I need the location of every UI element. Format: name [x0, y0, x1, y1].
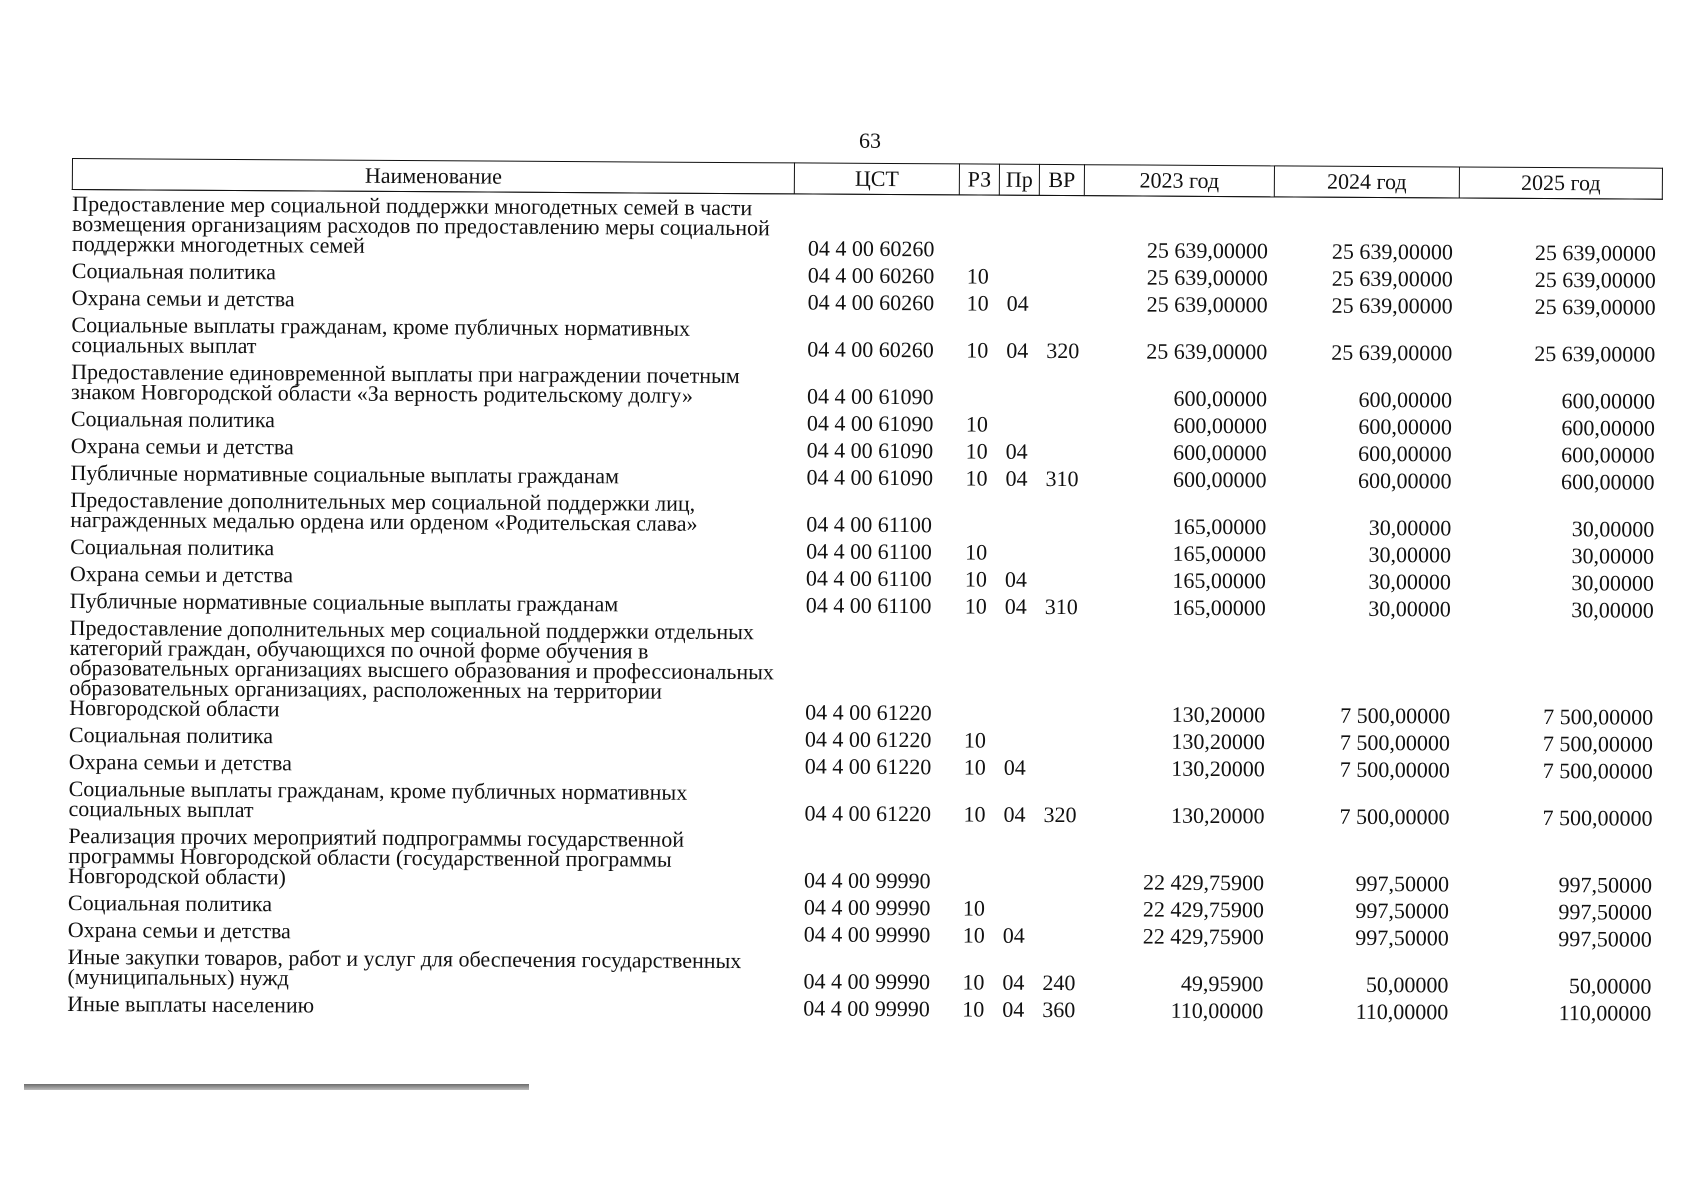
row-vr: 240 [1042, 969, 1076, 996]
row-rz: 10 [963, 727, 987, 753]
row-name: Предоставление единовременной выплаты при награждении почетным знаком Новгородской области «За верность родительскому долгу» [70, 358, 740, 408]
row-2025: 997,50000 [1558, 899, 1652, 925]
row-pr [996, 620, 1037, 727]
row-pr [997, 539, 1037, 566]
row-vr [1037, 492, 1082, 539]
row-pr [995, 895, 1035, 922]
row-2023: 165,00000 [1172, 540, 1267, 567]
row-2024: 30,00000 [1368, 595, 1451, 622]
row-name: Охрана семьи и детства [67, 916, 291, 944]
row-pr [997, 492, 1037, 539]
row-vr [1039, 195, 1084, 263]
row-vr [1035, 828, 1080, 895]
header-cst: ЦСТ [794, 163, 959, 195]
row-cst: 04 4 00 61100 [805, 592, 932, 619]
row-2023: 130,20000 [1171, 701, 1266, 728]
header-pr: Пр [999, 164, 1039, 195]
row-2023: 130,20000 [1170, 802, 1265, 829]
row-2024: 7 500,00000 [1340, 702, 1451, 729]
row-vr: 310 [1045, 465, 1079, 492]
row-rz: 10 [965, 539, 988, 565]
row-2024: 50,00000 [1365, 971, 1449, 998]
row-rz [955, 827, 995, 894]
row-name: Социальная политика [67, 889, 273, 917]
row-2025: 7 500,00000 [1542, 804, 1653, 831]
row-rz: 10 [965, 438, 988, 464]
row-vr [1038, 364, 1083, 411]
row-rz: 10 [962, 922, 985, 948]
row-name: Публичные нормативные социальные выплаты гражданам [70, 459, 620, 489]
row-vr [1039, 290, 1084, 317]
row-pr: 04 [1003, 801, 1026, 827]
row-2024: 25 639,00000 [1331, 292, 1453, 319]
row-name: Социальная политика [68, 721, 274, 749]
row-rz: 10 [966, 263, 989, 289]
row-rz: 10 [962, 895, 986, 921]
row-rz: 10 [966, 290, 989, 316]
page-number: 63 [859, 128, 881, 153]
row-name: Предоставление мер социальной поддержки многодетных семей в части возмещения организациям расходов по предоставлению меры социальной поддержки многодетных семей [71, 191, 770, 258]
row-name: Публичные нормативные социальные выплаты гражданам [69, 587, 619, 617]
row-name: Предоставление дополнительных мер социальной поддержки лиц, награжденных медалью ордена или орденом «Родительская слава» [70, 486, 698, 536]
row-cst: 04 4 00 99990 [803, 995, 930, 1022]
row-2025: 25 639,00000 [1534, 293, 1656, 320]
row-rz [956, 619, 997, 726]
row-vr [1035, 895, 1080, 922]
row-2025: 7 500,00000 [1543, 703, 1654, 730]
row-2025: 30,00000 [1571, 597, 1654, 623]
row-2023: 165,00000 [1172, 567, 1267, 594]
row-name: Социальная политика [71, 258, 276, 285]
row-name: Охрана семьи и детства [71, 285, 295, 312]
row-cst: 04 4 00 61220 [804, 753, 932, 780]
row-pr: 04 [1004, 566, 1028, 592]
row-2025: 30,00000 [1571, 570, 1655, 596]
row-2025: 30,00000 [1571, 516, 1655, 542]
row-2023: 49,95900 [1180, 970, 1264, 997]
row-2023: 130,20000 [1171, 755, 1265, 782]
row-2025: 600,00000 [1561, 442, 1655, 468]
row-name: Охрана семьи и детства [69, 560, 294, 588]
row-cst: 04 4 00 60260 [807, 336, 934, 363]
row-name: Социальные выплаты гражданам, кроме публичных нормативных социальных выплат [68, 775, 688, 823]
row-cst: 04 4 00 99990 [804, 867, 931, 894]
row-cst: 04 4 00 60260 [807, 262, 935, 289]
row-2023: 600,00000 [1173, 439, 1267, 466]
row-2025: 50,00000 [1568, 973, 1652, 999]
header-2025: 2025 год [1459, 167, 1662, 199]
row-pr [995, 828, 1035, 895]
row-2024: 30,00000 [1368, 514, 1452, 541]
row-cst: 04 4 00 61090 [806, 383, 934, 410]
row-pr [999, 263, 1039, 290]
row-cst: 04 4 00 61090 [806, 410, 934, 437]
row-2024: 25 639,00000 [1331, 265, 1453, 292]
table-row [68, 822, 1658, 899]
row-rz: 10 [965, 411, 988, 437]
row-2024: 997,50000 [1355, 897, 1450, 924]
row-vr: 320 [1043, 801, 1077, 828]
row-vr [1038, 411, 1083, 438]
row-rz: 10 [966, 337, 989, 363]
row-rz: 10 [962, 969, 985, 995]
row-2024: 110,00000 [1355, 998, 1449, 1025]
row-pr: 04 [1005, 465, 1028, 491]
row-2025: 110,00000 [1558, 1000, 1652, 1026]
row-rz [957, 491, 997, 538]
row-vr: 320 [1046, 337, 1080, 364]
row-cst: 04 4 00 60260 [807, 235, 935, 262]
row-pr: 04 [1005, 438, 1028, 464]
row-cst: 04 4 00 61220 [804, 726, 932, 753]
row-2025: 600,00000 [1560, 469, 1655, 495]
row-rz: 10 [963, 754, 986, 780]
row-pr [998, 411, 1038, 438]
budget-document [67, 158, 1662, 1027]
row-cst: 04 4 00 99990 [803, 968, 931, 995]
row-2024: 30,00000 [1368, 568, 1452, 595]
row-vr [1037, 566, 1082, 593]
row-cst: 04 4 00 61090 [806, 437, 934, 464]
row-2023: 22 429,75900 [1142, 896, 1265, 923]
budget-table [67, 158, 1663, 1027]
row-pr: 04 [1003, 754, 1026, 780]
row-2025: 600,00000 [1561, 415, 1655, 441]
row-2025: 997,50000 [1558, 872, 1653, 898]
row-2023: 22 429,75900 [1143, 869, 1265, 896]
row-2023: 22 429,75900 [1142, 923, 1264, 950]
row-cst: 04 4 00 60260 [807, 289, 935, 316]
row-name: Социальная политика [70, 533, 275, 561]
row-vr [1036, 754, 1081, 781]
row-name: Охрана семьи и детства [70, 432, 294, 460]
row-2025: 7 500,00000 [1542, 757, 1653, 784]
header-rz: РЗ [959, 164, 999, 195]
row-pr: 04 [1006, 290, 1029, 316]
row-2023: 130,20000 [1171, 728, 1266, 755]
row-2024: 25 639,00000 [1331, 339, 1453, 366]
row-pr: 04 [1002, 922, 1025, 948]
header-2024: 2024 год [1274, 166, 1459, 198]
row-2025: 600,00000 [1561, 388, 1656, 414]
row-2023: 25 639,00000 [1146, 291, 1268, 318]
row-vr [1037, 539, 1082, 566]
row-rz: 10 [962, 996, 985, 1022]
row-name: Иные выплаты населению [67, 990, 315, 1018]
header-vr: ВР [1039, 164, 1084, 195]
row-cst: 04 4 00 61100 [806, 538, 932, 565]
table-row [69, 614, 1660, 731]
row-2024: 600,00000 [1358, 440, 1452, 467]
row-cst: 04 4 00 99990 [803, 894, 931, 921]
row-2023: 110,00000 [1170, 997, 1264, 1024]
row-name: Иные закупки товаров, работ и услуг для обеспечения государственных (муниципальных) нужд [67, 943, 742, 991]
row-vr [1038, 438, 1083, 465]
row-pr [999, 195, 1039, 263]
row-vr [1036, 727, 1081, 754]
row-pr: 04 [1002, 969, 1025, 995]
row-2023: 600,00000 [1173, 385, 1268, 412]
table-row [72, 190, 1662, 267]
row-name: Реализация прочих мероприятий подпрограммы государственной программы Новгородской области (государственной программы Новгородской области) [68, 822, 685, 890]
row-name: Охрана семьи и детства [68, 748, 292, 776]
row-name: Социальные выплаты гражданам, кроме публичных нормативных социальных выплат [71, 312, 691, 359]
row-2025: 30,00000 [1571, 543, 1655, 569]
row-cst: 04 4 00 61100 [806, 511, 933, 538]
row-2024: 997,50000 [1355, 924, 1449, 951]
row-pr: 04 [1002, 996, 1025, 1022]
row-rz: 10 [964, 566, 988, 592]
row-pr [998, 364, 1038, 411]
row-2023: 165,00000 [1172, 594, 1266, 621]
row-cst: 04 4 00 61220 [805, 699, 932, 726]
row-rz: 10 [964, 593, 987, 619]
row-cst: 04 4 00 99990 [803, 921, 931, 948]
row-2025: 25 639,00000 [1534, 340, 1656, 367]
row-2024: 7 500,00000 [1339, 803, 1450, 830]
row-2023: 600,00000 [1172, 466, 1267, 493]
header-2023: 2023 год [1084, 165, 1274, 197]
row-2024: 600,00000 [1358, 413, 1452, 440]
row-2023: 25 639,00000 [1146, 264, 1268, 291]
scan-edge-mark [24, 1084, 529, 1090]
row-vr: 310 [1044, 593, 1078, 620]
row-rz [959, 195, 999, 263]
table-body [67, 190, 1662, 1027]
row-name: Социальная политика [70, 405, 276, 433]
row-2023: 165,00000 [1172, 513, 1267, 540]
row-cst: 04 4 00 61220 [804, 800, 932, 827]
row-2024: 600,00000 [1358, 386, 1453, 413]
row-rz: 10 [965, 465, 988, 491]
row-2024: 997,50000 [1355, 870, 1450, 897]
row-2025: 997,50000 [1558, 926, 1652, 952]
row-2024: 7 500,00000 [1339, 729, 1451, 756]
row-cst: 04 4 00 61100 [805, 565, 932, 592]
row-2023: 600,00000 [1173, 412, 1267, 439]
row-2023: 25 639,00000 [1146, 338, 1268, 365]
header-name: Наименование [72, 159, 794, 194]
row-2025: 25 639,00000 [1534, 266, 1656, 293]
row-vr: 360 [1042, 996, 1076, 1023]
row-rz [958, 363, 998, 410]
row-2024: 600,00000 [1357, 467, 1452, 494]
row-vr [1035, 922, 1080, 949]
row-2023: 25 639,00000 [1146, 237, 1269, 264]
row-cst: 04 4 00 61090 [806, 464, 934, 491]
row-vr [1039, 263, 1084, 290]
row-2024: 25 639,00000 [1331, 238, 1454, 265]
row-name: Предоставление дополнительных мер социальной поддержки отдельных категорий граждан, обучающихся по очной форме обучения в образовательных организациях высшего образования и профессиональных образовательных организациях, расположенных на территории Новгородской области [69, 614, 775, 722]
row-vr [1036, 620, 1082, 727]
row-pr: 04 [1006, 337, 1029, 363]
row-2025: 7 500,00000 [1542, 730, 1654, 757]
row-2024: 7 500,00000 [1339, 756, 1450, 783]
row-2025: 25 639,00000 [1534, 239, 1657, 266]
row-pr [996, 727, 1036, 754]
row-rz: 10 [963, 801, 986, 827]
row-2024: 30,00000 [1368, 541, 1452, 568]
row-pr: 04 [1004, 593, 1027, 619]
